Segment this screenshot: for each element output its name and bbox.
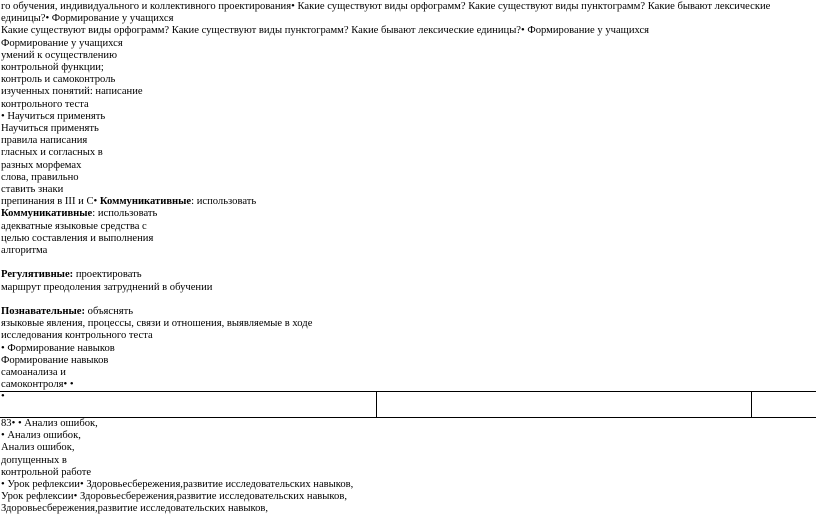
text-line: допущенных в	[1, 454, 67, 466]
text-line	[1, 306, 816, 318]
blank-line	[1, 257, 816, 269]
text-line: целью составления и выполнения	[1, 232, 154, 244]
document-body-lower	[1, 418, 816, 516]
bold-label-communicative: Коммуникативные	[99, 196, 192, 208]
table-cell-divider	[751, 391, 752, 417]
text-line: Формирование у учащихся	[1, 37, 123, 49]
text-line: алгоритма	[1, 245, 48, 257]
text-line: контрольного теста	[1, 98, 89, 110]
blank-line	[1, 294, 816, 306]
text-line: 83• • Анализ ошибок,	[1, 418, 98, 429]
text-line: • Анализ ошибок,	[1, 430, 81, 442]
text-line	[1, 208, 816, 220]
text-line: • Научиться применять	[1, 110, 106, 122]
bold-label-cognitive: Познавательные:	[1, 306, 85, 318]
text-line: го обучения, индивидуального и коллективного проектирования• Какие существуют виды орфограмм? Какие существуют виды пунктограмм? Какие бывают лексические	[1, 1, 771, 12]
text-line: Формирование навыков	[1, 354, 109, 366]
text-line: правила написания	[1, 135, 88, 147]
text-line: языковые явления, процессы, связи и отношения, выявляемые в ходе	[1, 318, 313, 330]
bold-label-communicative: Коммуникативные	[1, 208, 93, 220]
text-line: самоконтроля• •	[1, 379, 74, 391]
text-line: маршрут преодоления затруднений в обучении	[1, 281, 213, 293]
text-line: разных морфемах	[1, 159, 82, 171]
text-line: контрольной работе	[1, 466, 92, 478]
text-line: адекватные языковые средства с	[1, 220, 147, 232]
text-line: изученных понятий: написание	[1, 86, 143, 98]
text-run: проектировать	[73, 269, 142, 281]
text-line: •	[1, 391, 5, 403]
text-run: : использовать	[191, 196, 257, 208]
text-line: Урок рефлексии• Здоровьесбережения,развитие исследовательских навыков,	[1, 491, 347, 503]
text-line	[1, 269, 816, 281]
text-line: Какие существуют виды орфограмм? Какие существуют виды пунктограмм? Какие бывают лексические единицы?• Формирование у учащихся	[1, 25, 650, 37]
table-rule-top	[0, 391, 816, 392]
text-line: ставить знаки	[1, 184, 64, 196]
document-body	[1, 1, 816, 404]
text-run: препинания в III и С•	[1, 196, 100, 208]
text-line: контрольной функции;	[1, 62, 104, 74]
table-cell-divider	[376, 391, 377, 417]
text-line: исследования контрольного теста	[1, 330, 153, 342]
text-line	[1, 196, 816, 208]
text-line: Здоровьесбережения,развитие исследовательских навыков,	[1, 503, 269, 515]
text-line: Анализ ошибок,	[1, 442, 75, 454]
text-line: Научиться применять	[1, 123, 99, 135]
text-line: единицы?• Формирование у учащихся	[1, 13, 174, 25]
text-line: • Урок рефлексии• Здоровьесбережения,развитие исследовательских навыков,	[1, 479, 354, 491]
text-run: объяснять	[85, 306, 134, 318]
text-line: слова, правильно	[1, 171, 79, 183]
text-line: контроль и самоконтроль	[1, 74, 116, 86]
text-line: • Формирование навыков	[1, 342, 115, 354]
text-run: : использовать	[92, 208, 158, 220]
text-line: гласных и согласных в	[1, 147, 103, 159]
bold-label-regulatory: Регулятивные:	[1, 269, 74, 281]
text-line: умений к осуществлению	[1, 49, 117, 61]
text-line: самоанализа и	[1, 367, 66, 379]
